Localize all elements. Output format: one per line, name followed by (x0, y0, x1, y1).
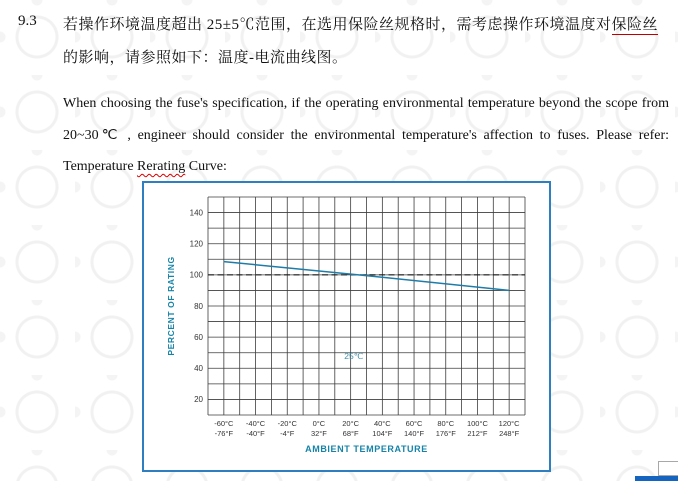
x-tick-label-fahrenheit: 212°F (467, 429, 488, 438)
x-tick-label-fahrenheit: 32°F (310, 429, 327, 438)
x-tick-label-celsius: 40°C (373, 419, 391, 428)
section-number: 9.3 (18, 13, 37, 29)
x-tick-label-fahrenheit: 176°F (435, 429, 456, 438)
x-tick-label-celsius: 80°C (437, 419, 455, 428)
x-tick-label-celsius: 20°C (342, 419, 360, 428)
y-tick-label: 20 (194, 395, 203, 405)
annotation-25-celsius: 25℃ (344, 350, 364, 361)
english-paragraph (63, 88, 669, 183)
x-tick-label-fahrenheit: 140°F (403, 429, 425, 438)
temperature-rerating-chart-figure (142, 181, 551, 472)
footer-accent-bar (635, 476, 678, 481)
x-tick-label-fahrenheit: -40°F (246, 429, 265, 438)
chinese-text-underlined: 保险丝 (611, 17, 659, 33)
y-axis-label: PERCENT OF RATING (166, 256, 176, 356)
english-text-part3: Curve: (185, 159, 227, 174)
x-tick-label-fahrenheit: 68°F (342, 429, 359, 438)
x-tick-label-celsius: -20°C (277, 419, 297, 428)
y-tick-label: 60 (194, 332, 203, 342)
temperature-rerating-chart (144, 183, 549, 470)
chinese-paragraph-line2: 的影响，请参照如下：温度-电流曲线图。 (63, 50, 348, 66)
chart-tick-labels (190, 208, 521, 438)
x-tick-label-celsius: 0°C (312, 419, 326, 428)
x-tick-label-fahrenheit: -76°F (214, 429, 234, 438)
x-axis-label: AMBIENT TEMPERATURE (305, 444, 428, 454)
x-tick-label-fahrenheit: -4°F (280, 429, 295, 438)
y-tick-label: 120 (189, 239, 203, 249)
english-text-part2: fuses. Please refer: Temperature (63, 127, 669, 174)
chart-gridlines (208, 197, 525, 415)
y-tick-label: 80 (194, 301, 203, 311)
chinese-text: 若操作环境温度超出 25±5℃范围，在选用保险丝规格时，需考虑操作环境温度对 (63, 17, 612, 33)
x-tick-label-celsius: -60°C (214, 419, 234, 428)
x-tick-label-fahrenheit: 248°F (499, 429, 520, 438)
x-tick-label-celsius: 100°C (466, 419, 488, 428)
y-tick-label: 100 (189, 270, 203, 280)
x-tick-label-fahrenheit: 104°F (372, 429, 393, 438)
y-tick-label: 140 (189, 208, 203, 218)
y-tick-label: 40 (194, 364, 203, 374)
misspelled-word: Rerating (137, 159, 186, 174)
x-tick-label-celsius: 120°C (498, 419, 520, 428)
x-tick-label-celsius: -40°C (245, 419, 266, 428)
page-number-frame (658, 461, 678, 476)
english-text-part1: When choosing the fuse's specification, if the operating environmental temperature beyond the scope from 20~30℃ , engineer should consider the environmental temperature's affection to (63, 96, 669, 143)
chinese-paragraph-line1 (63, 13, 658, 34)
x-tick-label-celsius: 60°C (405, 419, 423, 428)
